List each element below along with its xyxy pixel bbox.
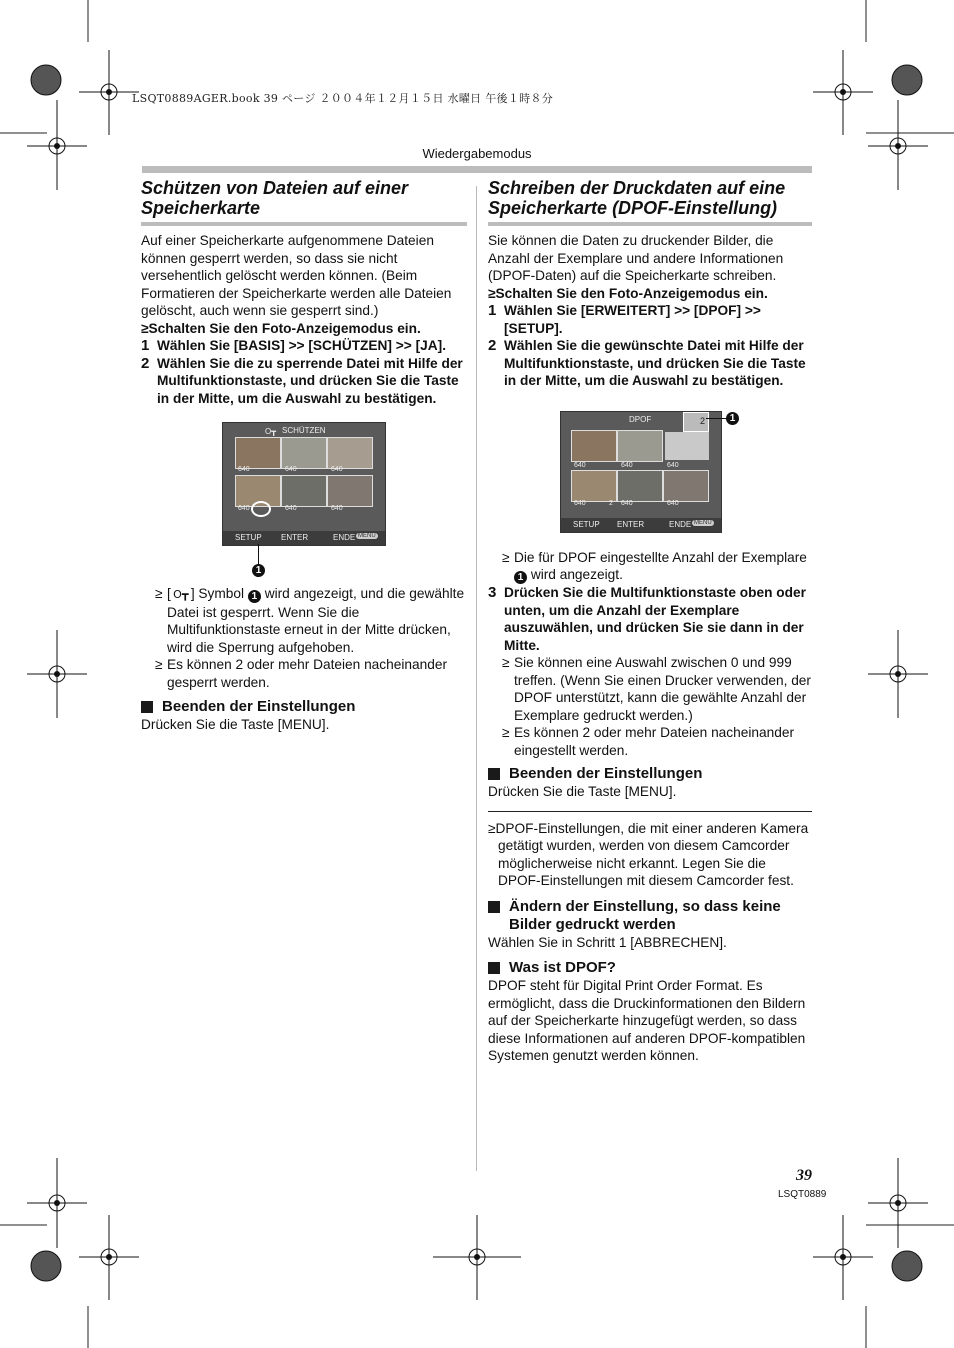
right-screen-note: ≥ Die für DPOF eingestellte Anzahl der Exemplare 1 wird angezeigt. xyxy=(502,549,807,583)
right-step-3: 3 Drücken Sie die Multifunktionstaste oben oder unten, um die Anzahl der Exemplare auszuwählen, und drücken Sie sie dann in der Mitte. xyxy=(488,584,806,653)
info-panel xyxy=(665,432,709,460)
left-note-1: ≥ [ O┳ ] Symbol 1 wird angezeigt, und die gewählte Datei ist gesperrt. Wenn Sie die Multifunktionstaste erneut in der Mitte drücken, wird die Sperrung aufgehoben. xyxy=(155,586,465,655)
callout-number-icon: 1 xyxy=(726,412,739,425)
top-rule xyxy=(142,166,812,173)
dpof-screen: DPOF 2 640 640 640 640 2 640 640 SETUP ENTER ENDE MENU xyxy=(560,411,722,533)
right-step-2: 2 Wählen Sie die gewünschte Datei mit Hilfe der Multifunktionstaste, und drücken Sie die Taste in der Mitte, um die Auswahl zu bestätigen. xyxy=(488,337,806,388)
screen-bar: SETUP ENTER ENDE MENU xyxy=(561,518,721,532)
square-bullet-icon xyxy=(488,768,500,780)
square-bullet-icon xyxy=(141,701,153,713)
right-title: Schreiben der Druckdaten auf eine Speicherkarte (DPOF-Einstellung) xyxy=(488,178,786,218)
square-bullet-icon xyxy=(488,962,500,974)
thumb-6 xyxy=(327,475,373,507)
screen-bar: SETUP ENTER ENDE MENU xyxy=(223,531,385,545)
right-change-heading: Ändern der Einstellung, so dass keine Bilder gedruckt werden xyxy=(488,898,812,934)
protect-key-icon: O┳ xyxy=(265,427,277,436)
left-title-rule xyxy=(141,222,467,226)
callout-line xyxy=(706,418,726,419)
right-step-1: 1 Wählen Sie [ERWEITERT] >> [DPOF] >> [SETUP]. xyxy=(488,302,761,336)
left-mode-bullet: ≥Schalten Sie den Foto-Anzeigemodus ein. xyxy=(141,320,421,336)
thumb-1 xyxy=(571,430,617,462)
screen-title: SCHÜTZEN xyxy=(282,426,326,435)
key-lock-icon: O┳ xyxy=(173,588,189,601)
right-mode-bullet: ≥Schalten Sie den Foto-Anzeigemodus ein. xyxy=(488,285,768,301)
thumb-2 xyxy=(281,437,327,469)
left-end-heading: Beenden der Einstellungen xyxy=(141,698,467,716)
protect-screen: O┳ SCHÜTZEN 640 640 640 640 640 640 SETUP ENTER ENDE MENU xyxy=(222,422,386,546)
page-number: 39 xyxy=(796,1167,812,1184)
thumb-2 xyxy=(617,430,663,462)
callout-number-icon: 1 xyxy=(514,571,527,584)
left-end-text: Drücken Sie die Taste [MENU]. xyxy=(141,717,330,732)
right-end-heading: Beenden der Einstellungen xyxy=(488,765,812,783)
right-what-text: DPOF steht für Digital Print Order Format. Es ermöglicht, dass die Druckinformationen den Bildern auf der Speicherkarte hinzugefügt werden, so dass diese Informationen auf anderen DPOF-kompatiblen Systemen genutzt werden können. xyxy=(488,978,806,1063)
right-step3-note-2: ≥ Es können 2 oder mehr Dateien nacheinander eingestellt werden. xyxy=(502,725,795,758)
left-note-2: ≥ Es können 2 oder mehr Dateien nacheinander gesperrt werden. xyxy=(155,657,448,690)
left-title: Schützen von Dateien auf einer Speicherkarte xyxy=(141,178,409,218)
print-header: LSQT0889AGER.book 39 ページ ２００４年１２月１５日 水曜日 午後１時８分 xyxy=(132,92,554,105)
lock-highlight-circle xyxy=(251,501,271,517)
right-step3-note-1: ≥ Sie können eine Auswahl zwischen 0 und 999 treffen. (Wenn Sie einen Drucker verwenden, der DPOF unterstützt, kann die gewählte Anzahl der Exemplare gedruckt werden.) xyxy=(502,655,811,723)
column-divider xyxy=(476,186,477,1171)
right-column xyxy=(488,178,812,1065)
left-step-2: 2 Wählen Sie die zu sperrende Datei mit Hilfe der Multifunktionstaste, und drücken Sie die Taste in der Mitte, um die Auswahl zu bestätigen. xyxy=(141,354,463,406)
right-screen-wrap xyxy=(488,401,812,553)
square-bullet-icon xyxy=(488,901,500,913)
left-intro: Auf einer Speicherkarte aufgenommene Dateien können gesperrt werden, so dass sie nicht versehentlich gelöscht werden können. (Beim Formatieren der Speicherkarte werden alle Dateien gelöscht, auch wenn sie gesperrt sind.) xyxy=(141,233,452,318)
left-step-1: 1 Wählen Sie [BASIS] >> [SCHÜTZEN] >> [JA]. xyxy=(141,337,447,354)
right-dpof-note: ≥DPOF-Einstellungen, die mit einer anderen Kamera getätigt wurden, werden von diesem Camcorder möglicherweise nicht erkannt. Legen Sie die DPOF-Einstellungen mit diesem Camcorder fest. xyxy=(488,820,809,888)
copies-box: 2 xyxy=(683,412,709,432)
document-code: LSQT0889 xyxy=(778,1189,827,1200)
right-intro: Sie können die Daten zu druckender Bilder, die Anzahl der Exemplare und andere Informationen (DPOF-Daten) auf die Speicherkarte schreiben. xyxy=(488,233,784,283)
callout-line xyxy=(258,544,259,566)
left-screen-wrap xyxy=(141,416,467,588)
callout-number-icon: 1 xyxy=(252,564,265,577)
callout-number-icon: 1 xyxy=(248,590,261,603)
thumb-5 xyxy=(281,475,327,507)
thumb-3 xyxy=(327,437,373,469)
right-change-text: Wählen Sie in Schritt 1 [ABBRECHEN]. xyxy=(488,934,727,950)
thumb-1 xyxy=(235,437,281,469)
section-label: Wiedergabemodus xyxy=(422,146,532,161)
right-end-text: Drücken Sie die Taste [MENU]. xyxy=(488,784,677,799)
right-title-rule xyxy=(488,222,812,226)
left-column xyxy=(141,178,467,734)
right-what-heading: Was ist DPOF? xyxy=(488,959,812,977)
thumb-4 xyxy=(571,470,617,502)
thumb-6 xyxy=(663,470,709,502)
thumb-5 xyxy=(617,470,663,502)
right-note-divider xyxy=(488,811,812,812)
